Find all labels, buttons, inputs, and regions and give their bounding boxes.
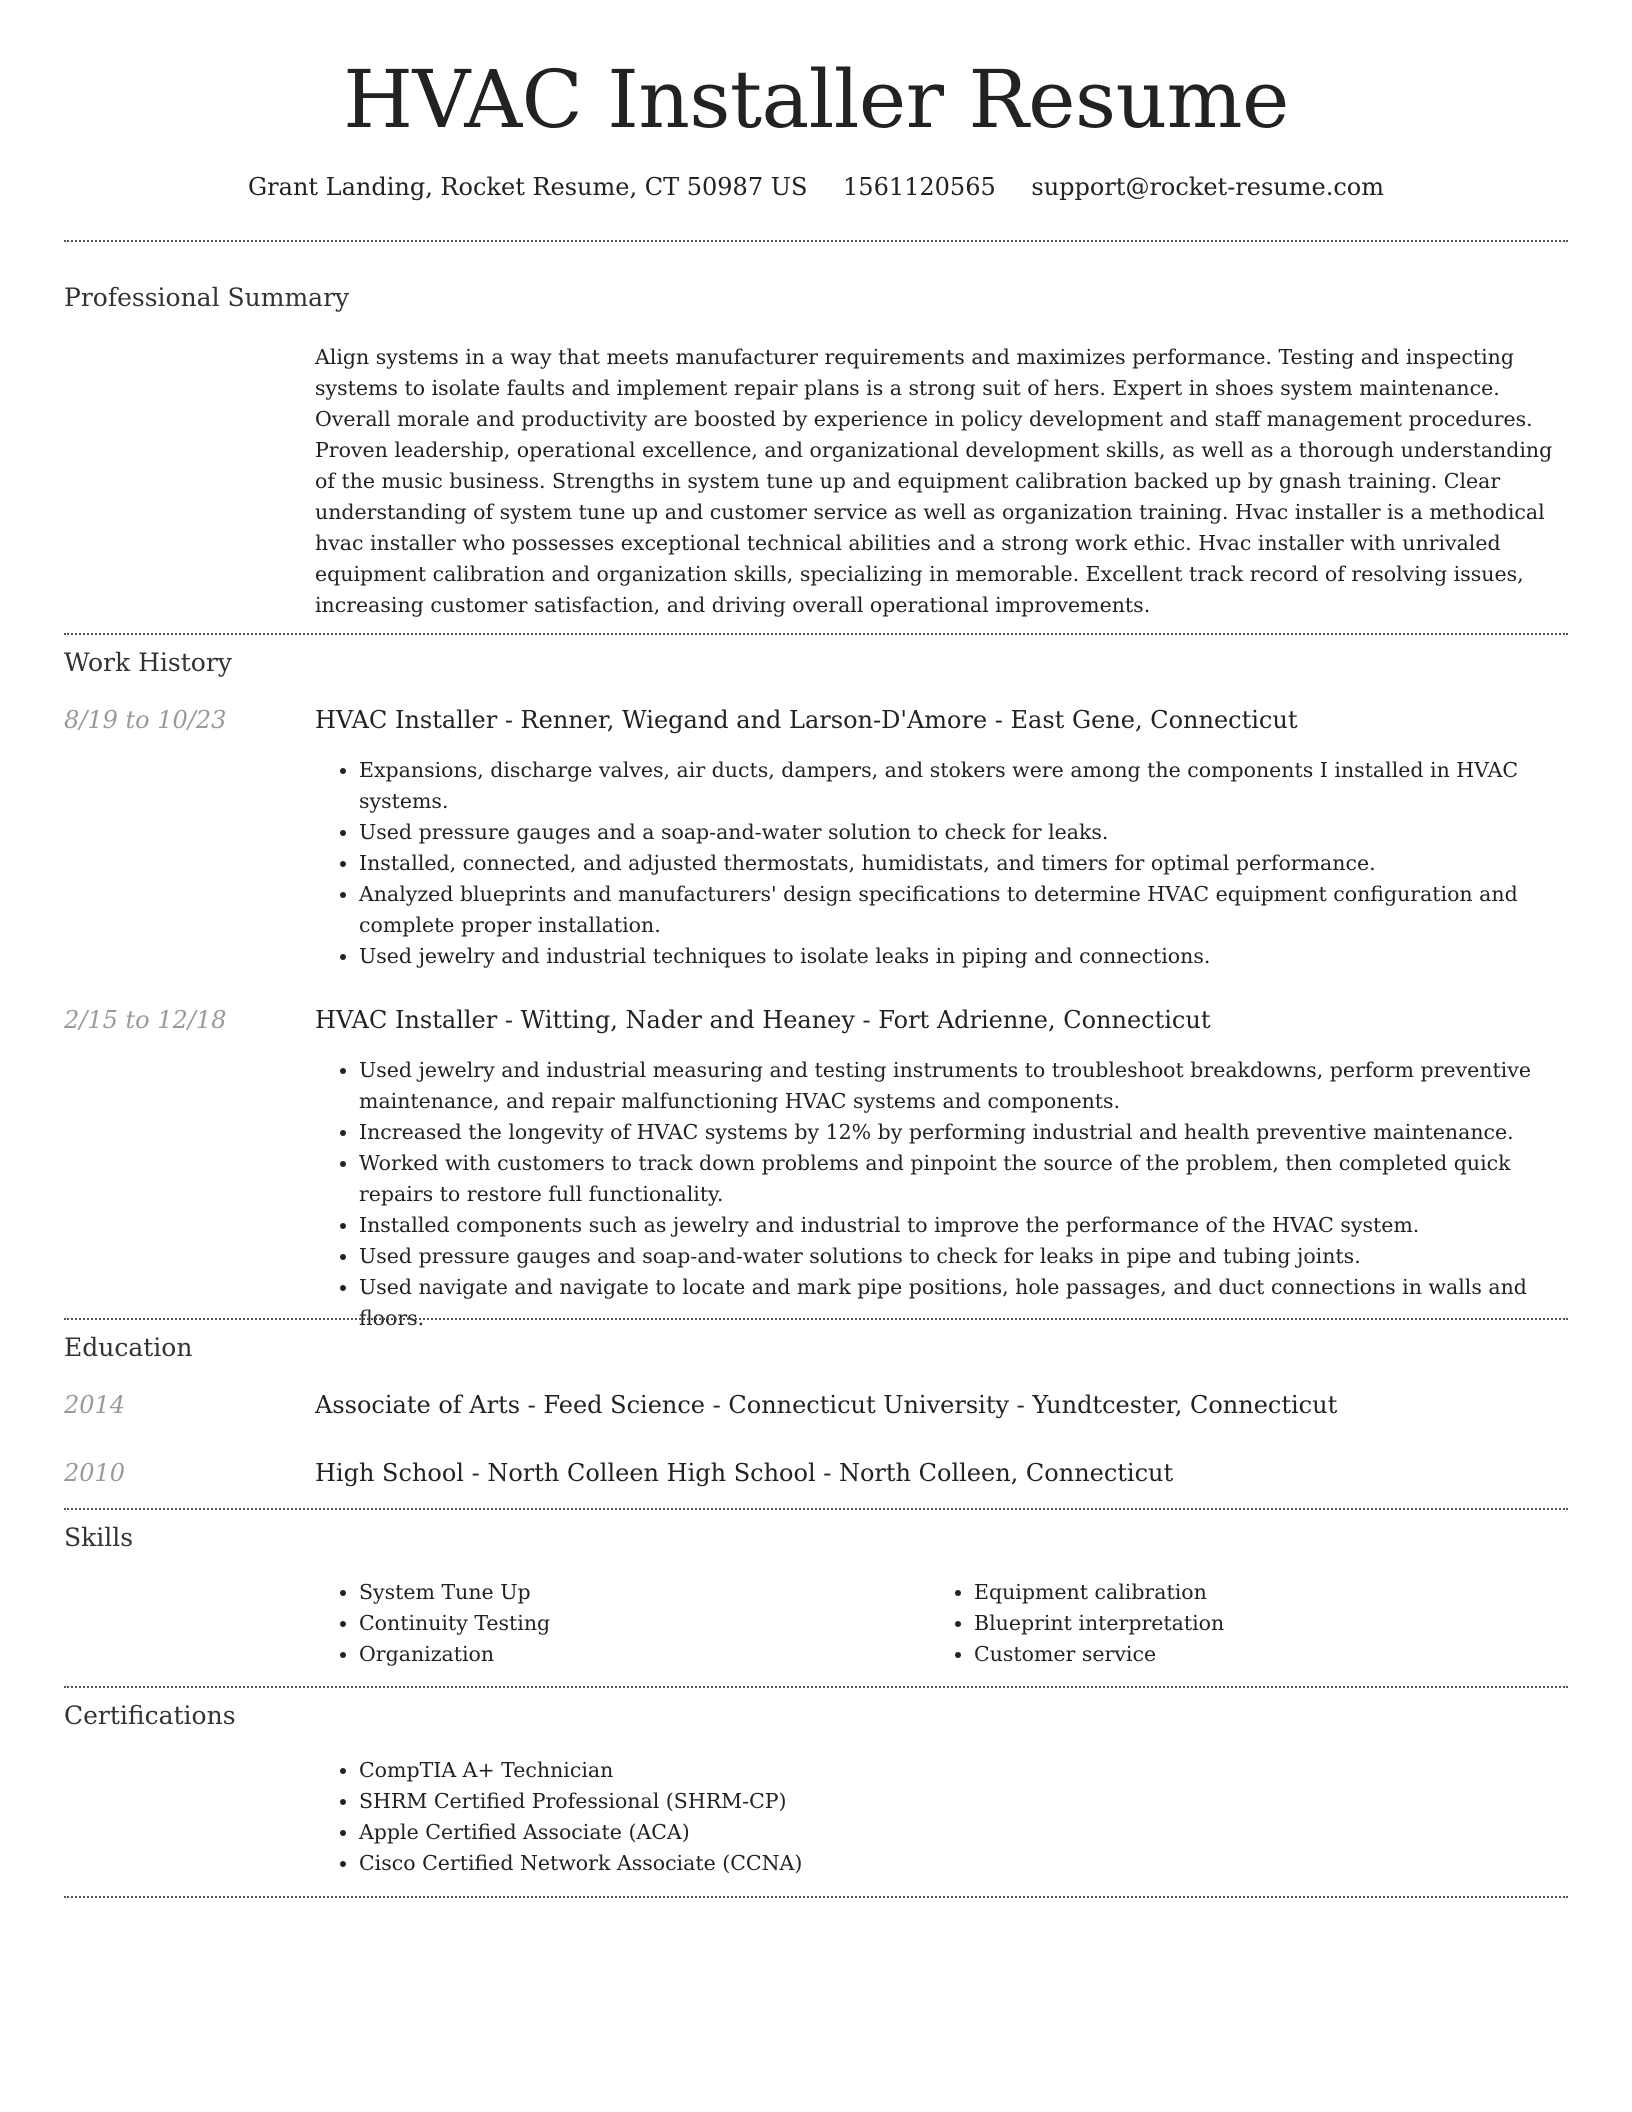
list-item: • Used navigate and navigate to locate and mark pipe positions, hole passages, and duct connections in walls and floors. [359, 1272, 1570, 1334]
list-item: • System Tune Up [359, 1577, 1570, 1608]
contact-address: Grant Landing, Rocket Resume, CT 50987 US [247, 173, 808, 201]
list-item: • Expansions, discharge valves, air ducts, dampers, and stokers were among the components I installed in HVAC systems. [359, 755, 1570, 817]
job-title: HVAC Installer - Witting, Nader and Heaney - Fort Adrienne, Connecticut [315, 1006, 1211, 1034]
job-dates: 8/19 to 10/23 [64, 706, 227, 734]
list-item: • Organization [359, 1639, 1570, 1670]
divider [64, 633, 1568, 635]
section-heading-work: Work History [64, 648, 232, 677]
list-item: • Used pressure gauges and soap-and-water solutions to check for leaks in pipe and tubing joints. [359, 1241, 1570, 1272]
certifications-list [315, 1755, 1570, 1879]
section-heading-skills: Skills [64, 1523, 134, 1552]
education-year: 2014 [64, 1391, 126, 1419]
job-bullets [315, 1055, 1570, 1334]
education-detail: High School - North Colleen High School - North Colleen, Connecticut [315, 1459, 1174, 1487]
list-item: • Used jewelry and industrial measuring and testing instruments to troubleshoot breakdowns, perform preventive maintenance, and repair malfunctioning HVAC systems and components. [359, 1055, 1570, 1117]
education-detail: Associate of Arts - Feed Science - Connecticut University - Yundtcester, Connecticut [315, 1391, 1338, 1419]
list-item: • Installed, connected, and adjusted thermostats, humidistats, and timers for optimal performance. [359, 848, 1570, 879]
job-dates: 2/15 to 12/18 [64, 1006, 227, 1034]
skills-list-right [930, 1577, 1632, 1670]
list-item: • Cisco Certified Network Associate (CCNA) [359, 1848, 1570, 1879]
section-heading-summary: Professional Summary [64, 283, 350, 312]
divider [64, 1896, 1568, 1898]
list-item: • Equipment calibration [974, 1577, 1632, 1608]
list-item: • SHRM Certified Professional (SHRM-CP) [359, 1786, 1570, 1817]
resume-title: HVAC Installer Resume [343, 53, 1289, 146]
section-heading-education: Education [64, 1333, 193, 1362]
contact-email: support@rocket-resume.com [1031, 173, 1384, 201]
list-item: • Increased the longevity of HVAC systems by 12% by performing industrial and health preventive maintenance. [359, 1117, 1570, 1148]
contact-phone: 1561120565 [843, 173, 996, 201]
summary-text: Align systems in a way that meets manufacturer requirements and maximizes performance. Testing and inspecting systems to isolate faults and implement repair plans is a strong suit of hers. Expert in shoes system maintenance. Overall morale and productivity are boosted by experience in policy development and staff management procedures. Proven leadership, operational excellence, and organizational development skills, as well as a thorough understanding of the music business. Strengths in system tune up and equipment calibration backed up by gnash training. Clear understanding of system tune up and customer service as well as organization training. Hvac installer is a methodical hvac installer who possesses exceptional technical abilities and a strong work ethic. Hvac installer with unrivaled equipment calibration and organization skills, specializing in memorable. Excellent track record of resolving issues, increasing customer satisfaction, and driving overall operational improvements. [315, 345, 1553, 617]
list-item: • CompTIA A+ Technician [359, 1755, 1570, 1786]
list-item: • Worked with customers to track down problems and pinpoint the source of the problem, then completed quick repairs to restore full functionality. [359, 1148, 1570, 1210]
list-item: • Used pressure gauges and a soap-and-water solution to check for leaks. [359, 817, 1570, 848]
divider [64, 1686, 1568, 1688]
list-item: • Used jewelry and industrial techniques to isolate leaks in piping and connections. [359, 941, 1570, 972]
list-item: • Customer service [974, 1639, 1632, 1670]
list-item: • Continuity Testing [359, 1608, 1570, 1639]
list-item: • Installed components such as jewelry and industrial to improve the performance of the HVAC system. [359, 1210, 1570, 1241]
list-item: • Analyzed blueprints and manufacturers' design specifications to determine HVAC equipment configuration and complete proper installation. [359, 879, 1570, 941]
education-year: 2010 [64, 1459, 126, 1487]
divider [64, 1318, 1568, 1320]
list-item: • Apple Certified Associate (ACA) [359, 1817, 1570, 1848]
job-title: HVAC Installer - Renner, Wiegand and Larson-D'Amore - East Gene, Connecticut [315, 706, 1298, 734]
contact-line [0, 170, 1632, 204]
section-heading-certifications: Certifications [64, 1701, 236, 1730]
divider [64, 1508, 1568, 1510]
list-item: • Blueprint interpretation [974, 1608, 1632, 1639]
divider [64, 240, 1568, 242]
job-bullets [315, 755, 1570, 972]
